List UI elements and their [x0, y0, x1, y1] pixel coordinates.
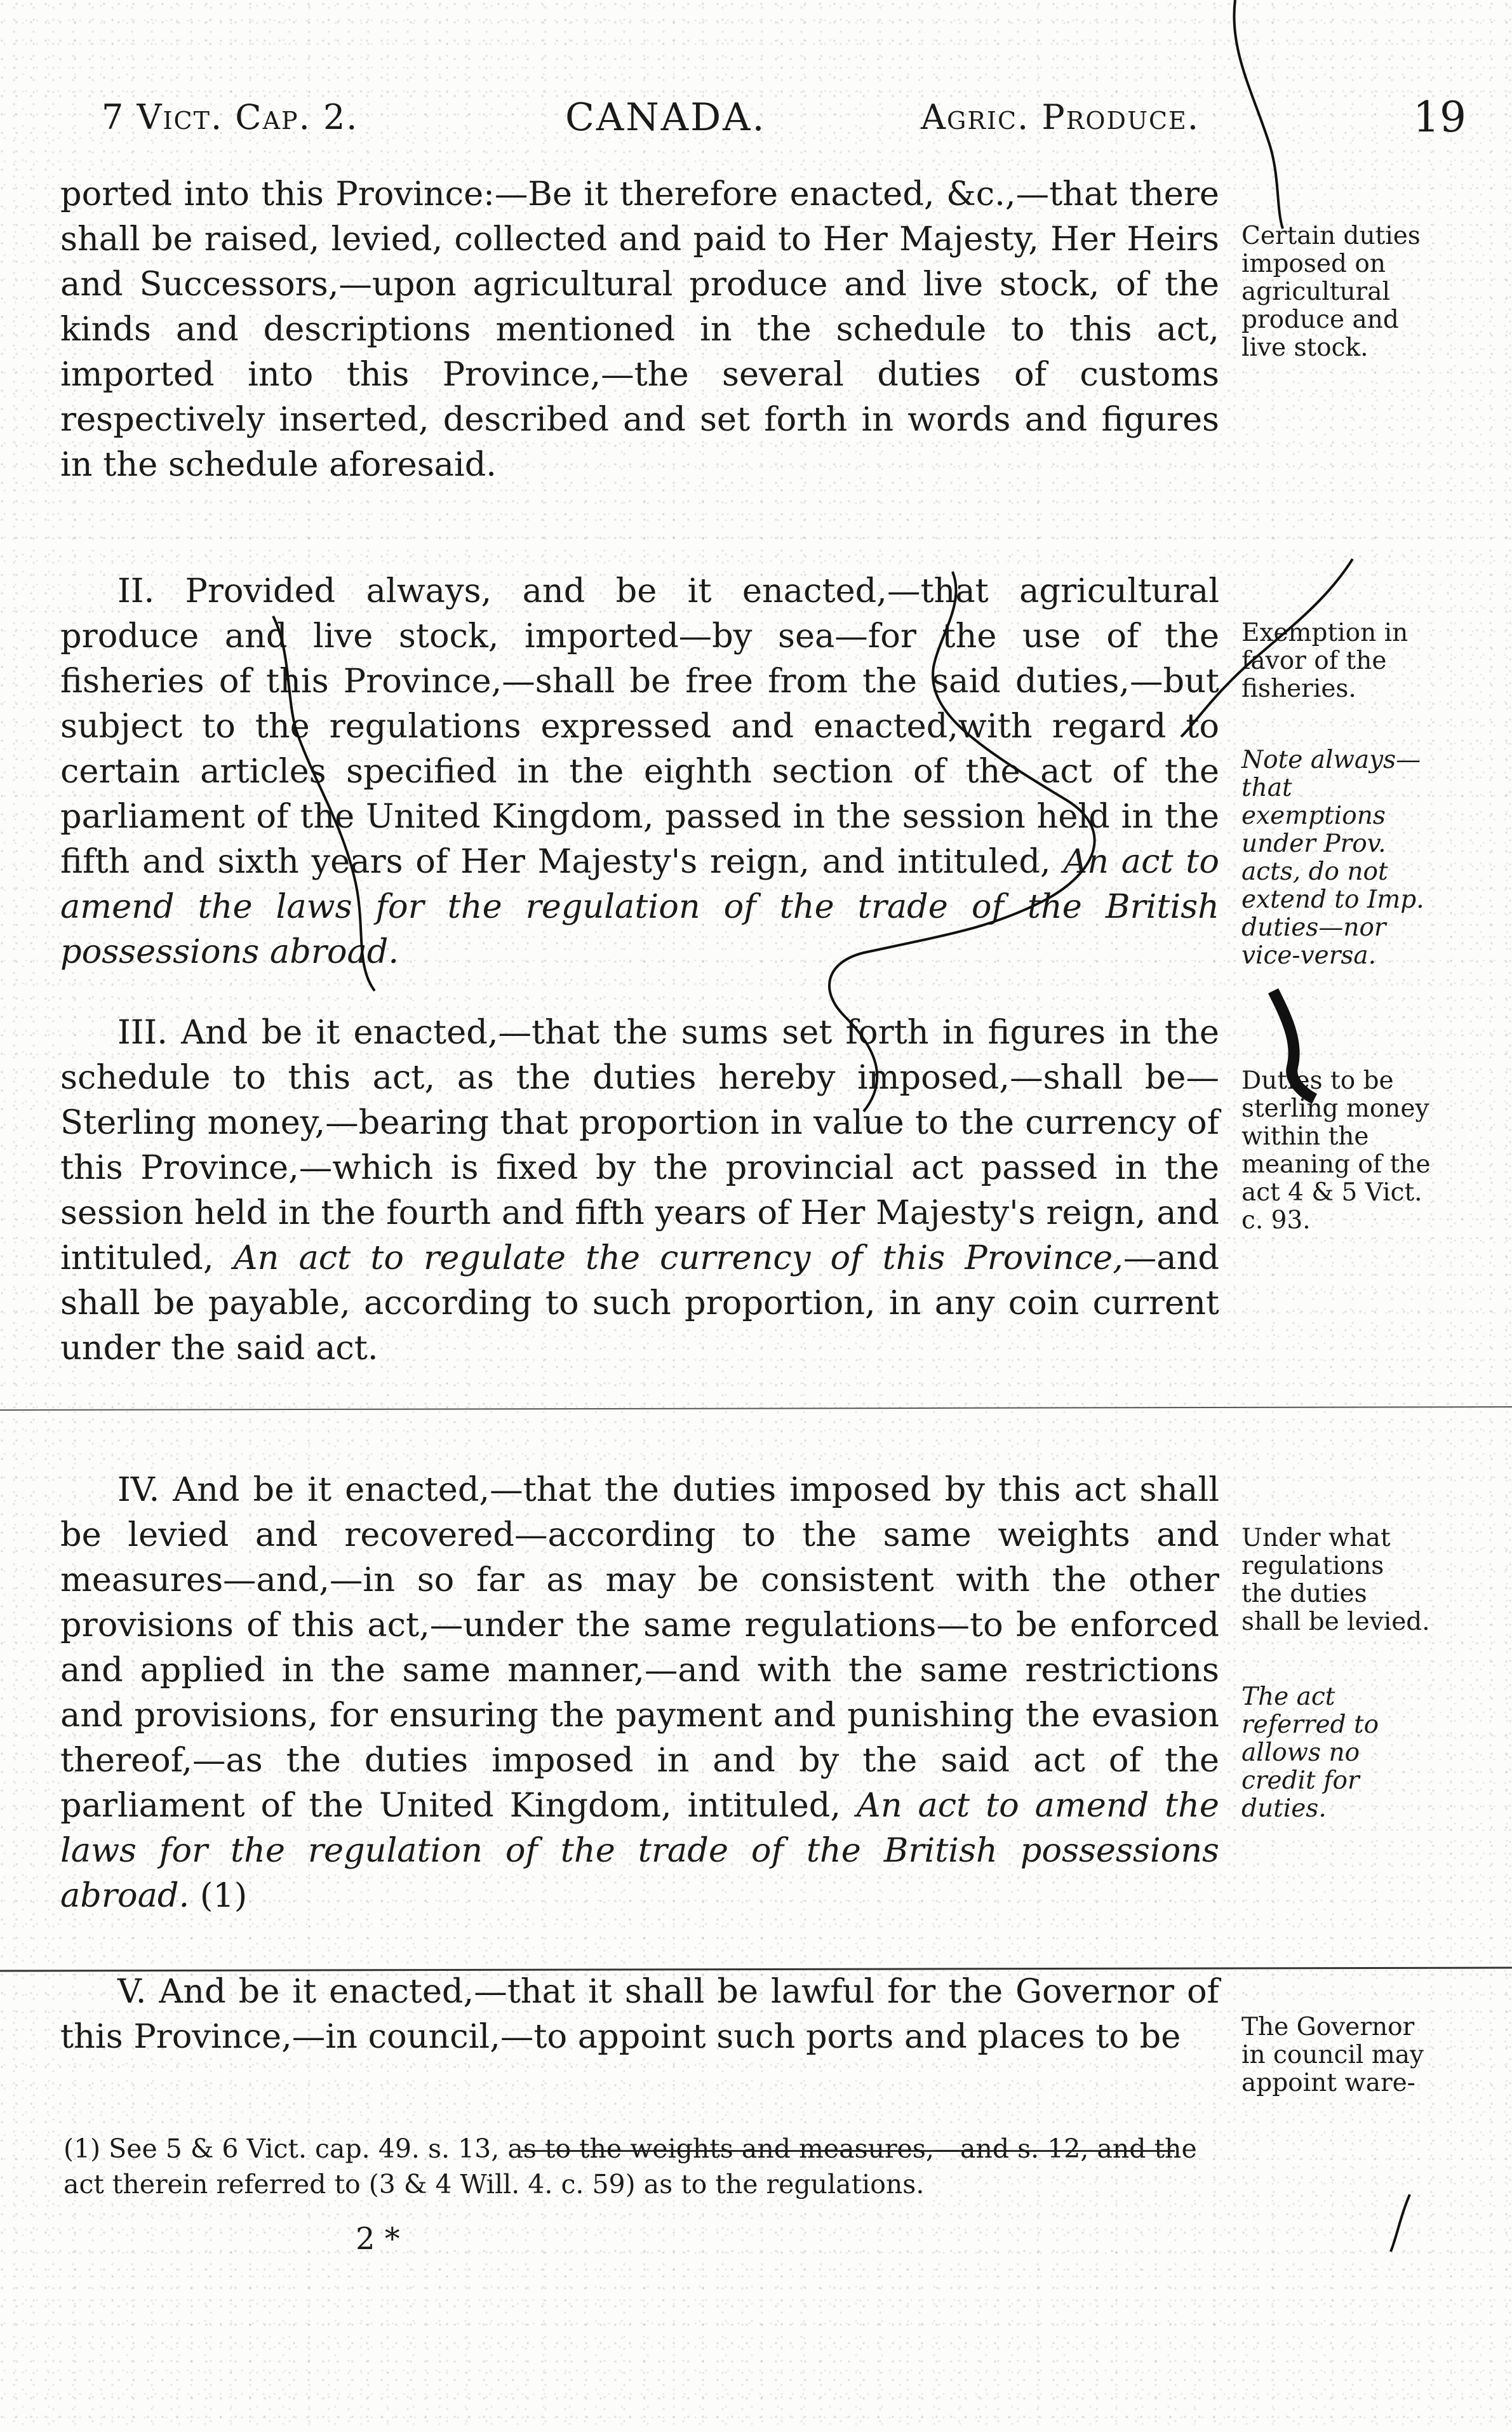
- section-iv: [60, 1467, 1219, 1918]
- pen-stroke-bottom: [1391, 2194, 1410, 2252]
- section-iv-text: IV. And be it enacted,—that the duties imposed by this act shall be levied and recovered—according to the same weights and measures—and,—in so far as may be consistent with the other provisions of this act,—under the same regulations—to be enforced and applied in the same manner,—and with the same restrictions and provisions, for ensuring the payment and punishing the evasion thereof,—as the duties imposed in and by the said act of the parliament of the United Kingdom, intituled,: [60, 1470, 1219, 1825]
- section-preamble-text: ported into this Province:—Be it therefore enacted, &c.,—that there shall be raised, levied, collected and paid to Her Majesty, Her Heirs and Successors,—upon agricultural produce and live stock, of the kinds and descriptions mentioned in the schedule to this act, imported into this Province,—the several duties of customs respectively inserted, described and set forth in words and figures in the schedule aforesaid.: [60, 175, 1219, 484]
- section-ii-text: II. Provided always, and be it enacted,—that agricultural produce and live stock, imported—by sea—for the use of the fisheries of this Province,—shall be free from the said duties,—but subject to the regulations expressed and enacted,with regard to certain articles specified in the eighth section of the act of the parliament of the United Kingdom, passed in the session held in the fifth and sixth years of Her Majesty's reign, and intituled,: [60, 572, 1219, 881]
- margin-note-certain-duties: Certain duties imposed on agricultural produce and live stock.: [1241, 222, 1421, 362]
- section-iii-text-end: —and shall be payable, according to such proportion, in any coin current under the said act.: [60, 1239, 1220, 1367]
- margin-note-sterling: Duties to be sterling money within the meaning of the act 4 & 5 Vict. c. 93.: [1241, 1066, 1431, 1235]
- margin-note-exemptions-caveat: Note always—that exemptions under Prov. acts, do not extend to Imp. duties—nor vice-versa.: [1241, 746, 1424, 970]
- margin-note-governor: The Governor in council may appoint ware-: [1241, 2013, 1424, 2097]
- margin-note-no-credit: The act referred to allows no credit for duties.: [1241, 1683, 1379, 1823]
- section-iii-text: III. And be it enacted,—that the sums set forth in figures in the schedule to this act, as the duties hereby imposed,—shall be—Sterling money,—bearing that proportion in value to the currency of this Province,—which is fixed by the provincial act passed in the session held in the fourth and fifth years of Her Majesty's reign, and intituled,: [60, 1013, 1219, 1277]
- section-v: [60, 1969, 1219, 2059]
- printer-signature: 2 *: [356, 2221, 400, 2257]
- section-ii-act-title: An act to amend the laws for the regulation of the trade of the British possessions abroad.: [60, 842, 1220, 971]
- section-iii-act-title: An act to regulate the currency of this Province,: [233, 1239, 1123, 1277]
- section-iv-footnote-ref: (1): [189, 1876, 248, 1915]
- section-v-text: V. And be it enacted,—that it shall be lawful for the Governor of this Province,—in council,—to appoint such ports and places to be: [60, 1972, 1219, 2056]
- section-iv-act-title: An act to amend the laws for the regulation of the trade of the British possessions abroad.: [60, 1786, 1219, 1915]
- section-iii: [60, 1010, 1219, 1371]
- margin-note-exemption: Exemption in favor of the fisheries.: [1241, 619, 1408, 703]
- page-number: 19: [1413, 93, 1466, 142]
- running-header-chapter: 7 Vict. Cap. 2.: [102, 97, 359, 137]
- margin-note-regulations: Under what regulations the duties shall be levied.: [1241, 1524, 1430, 1636]
- running-header-title: CANADA.: [565, 95, 766, 140]
- footnote: (1) See 5 & 6 Vict. cap. 49. s. 13, as to the weights and measures,—and s. 12, and the act therein referred to (3 & 4 Will. 4. c. 59) as to the regulations.: [64, 2133, 1197, 2200]
- running-header-subject: Agric. Produce.: [921, 97, 1200, 137]
- fold-line: [0, 1407, 1512, 1410]
- section-preamble: [60, 171, 1219, 487]
- pen-stroke-top: [1234, 0, 1283, 229]
- section-ii: [60, 568, 1219, 974]
